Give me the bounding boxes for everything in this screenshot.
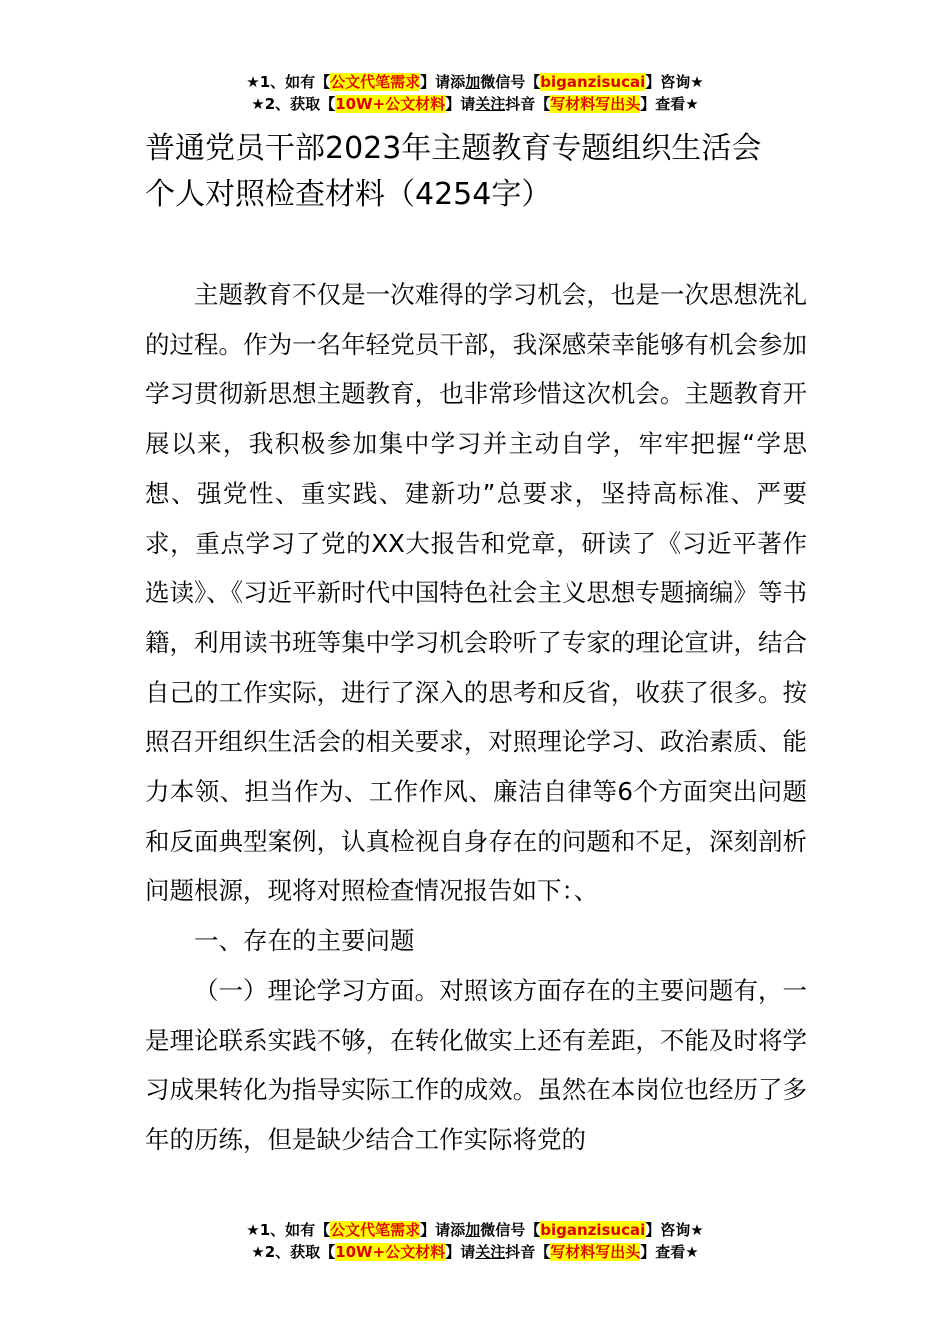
promo-highlight: 10W+公文材料 — [335, 1243, 446, 1261]
promo-highlight: biganzisucai — [540, 73, 646, 91]
promo-text: 】请添 — [420, 1221, 466, 1239]
promo-highlight: 10W+公文材料 — [335, 95, 446, 113]
promo-line-2 — [0, 1241, 950, 1263]
promo-text: 微信号【 — [480, 73, 541, 91]
promo-text: ★1、如有【 — [246, 1221, 331, 1239]
promo-text: 】咨询★ — [645, 73, 704, 91]
document-title — [145, 126, 815, 218]
promo-underline: 关注 — [475, 95, 506, 113]
promo-underline: 加 — [465, 1221, 481, 1239]
promo-highlight: 写材料写出头 — [550, 1243, 641, 1261]
promo-highlight: 公文代笔需求 — [330, 73, 421, 91]
promo-text: 微信号【 — [480, 1221, 541, 1239]
title-line-1: 普通党员干部2023年主题教育专题组织生活会 — [145, 131, 762, 166]
promo-line-1 — [0, 71, 950, 93]
promo-text: 】查看★ — [640, 95, 699, 113]
promo-text: ★1、如有【 — [246, 73, 331, 91]
promo-underline: 加 — [465, 73, 481, 91]
promo-line-1 — [0, 1219, 950, 1241]
promo-text: 】咨询★ — [645, 1221, 704, 1239]
promo-line-2 — [0, 93, 950, 115]
footer-promo — [0, 1219, 950, 1263]
header-promo — [0, 71, 950, 115]
document-body — [145, 270, 807, 1165]
promo-highlight: biganzisucai — [540, 1221, 646, 1239]
promo-text: 】查看★ — [640, 1243, 699, 1261]
title-line-2: 个人对照检查材料（4254字） — [145, 177, 552, 212]
promo-underline: 关注 — [475, 1243, 506, 1261]
section-heading: 一、存在的主要问题 — [194, 926, 415, 956]
promo-highlight: 写材料写出头 — [550, 95, 641, 113]
paragraph-intro: 主题教育不仅是一次难得的学习机会，也是一次思想洗礼的过程。作为一名年轻党员干部，我深感荣幸能够有机会参加学习贯彻新思想主题教育，也非常珍惜这次机会。主题教育开展以来，我积极参加集中学习并主动自学，牢牢把握“学思想、强党性、重实践、建新功”总要求，坚持高标准、严要求，重点学习了党的XX大报告和党章，研读了《习近平著作选读》、《习近平新时代中国特色社会主义思想专题摘编》等书籍，利用读书班等集中学习机会聆听了专家的理论宣讲，结合自己的工作实际，进行了深入的思考和反省，收获了很多。按照召开组织生活会的相关要求，对照理论学习、政治素质、能力本领、担当作为、工作作风、廉洁自律等6个方面突出问题和反面典型案例，认真检视自身存在的问题和不足，深刻剖析问题根源，现将对照检查情况报告如下：、 — [145, 280, 807, 906]
promo-text: 】请 — [445, 95, 476, 113]
promo-text: ★2、获取【 — [251, 95, 336, 113]
promo-text: 】请 — [445, 1243, 476, 1261]
promo-text: 抖音【 — [505, 1243, 551, 1261]
paragraph-theory: （一）理论学习方面。对照该方面存在的主要问题有，一是理论联系实践不够，在转化做实上还有差距，不能及时将学习成果转化为指导实际工作的成效。虽然在本岗位也经历了多年的历练，但是缺少结合工作实际将党的 — [145, 975, 807, 1154]
promo-text: 抖音【 — [505, 95, 551, 113]
promo-highlight: 公文代笔需求 — [330, 1221, 421, 1239]
promo-text: 】请添 — [420, 73, 466, 91]
promo-text: ★2、获取【 — [251, 1243, 336, 1261]
